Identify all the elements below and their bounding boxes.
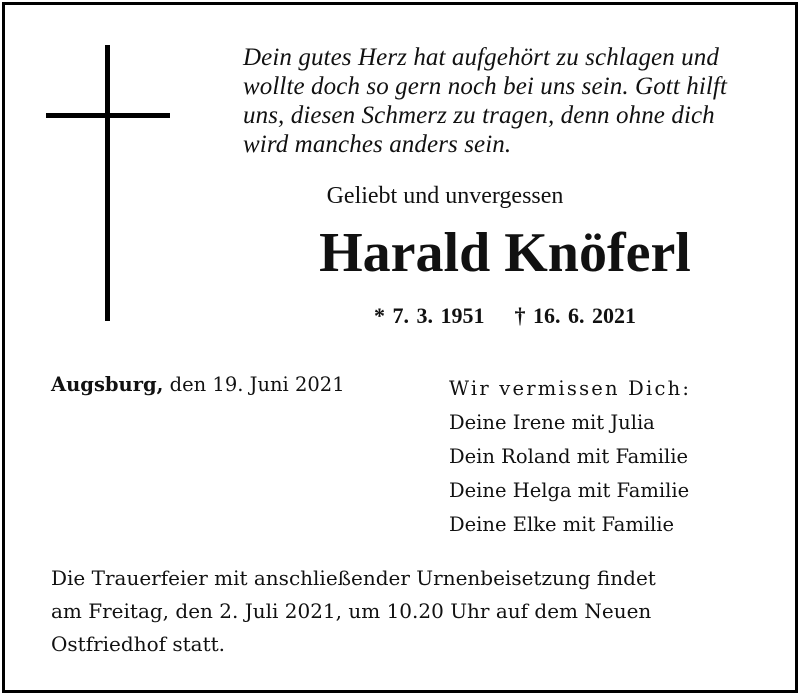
poem-line: wird manches anders sein. bbox=[243, 131, 512, 158]
poem-line: wollte doch so gern noch bei uns sein. Gott hilft bbox=[243, 73, 728, 100]
mourners-heading: Wir vermissen Dich: bbox=[449, 377, 692, 400]
funeral-notice bbox=[51, 562, 771, 661]
mourner-name: Deine Elke mit Familie bbox=[449, 513, 675, 536]
poem-line: uns, diesen Schmerz zu tragen, denn ohne dich bbox=[243, 102, 715, 129]
cross-horizontal-bar bbox=[46, 113, 170, 118]
mourner-name: Deine Helga mit Familie bbox=[449, 479, 690, 502]
place-city: Augsburg, bbox=[51, 373, 164, 396]
notice-line: Ostfriedhof statt. bbox=[51, 632, 226, 656]
mourners-list bbox=[449, 372, 691, 542]
notice-line: am Freitag, den 2. Juli 2021, um 10.20 Uhr auf dem Neuen bbox=[51, 599, 652, 623]
life-dates bbox=[305, 303, 705, 329]
birth-date: * 7. 3. 1951 bbox=[374, 303, 485, 328]
mourner-name: Dein Roland mit Familie bbox=[449, 445, 689, 468]
mourner-name: Deine Irene mit Julia bbox=[449, 411, 655, 434]
poem bbox=[243, 43, 763, 159]
poem-line: Dein gutes Herz hat aufgehört zu schlagen und bbox=[243, 44, 719, 71]
deceased-name: Harald Knöferl bbox=[319, 222, 691, 284]
death-date: † 16. 6. 2021 bbox=[514, 303, 636, 328]
cross-vertical-bar bbox=[105, 45, 110, 321]
place-and-date bbox=[51, 373, 345, 396]
obituary-notice bbox=[2, 2, 798, 693]
beloved-caption: Geliebt und unvergessen bbox=[326, 183, 564, 209]
place-date: den 19. Juni 2021 bbox=[163, 373, 345, 396]
notice-line: Die Trauerfeier mit anschließender Urnenbeisetzung findet bbox=[51, 566, 656, 590]
